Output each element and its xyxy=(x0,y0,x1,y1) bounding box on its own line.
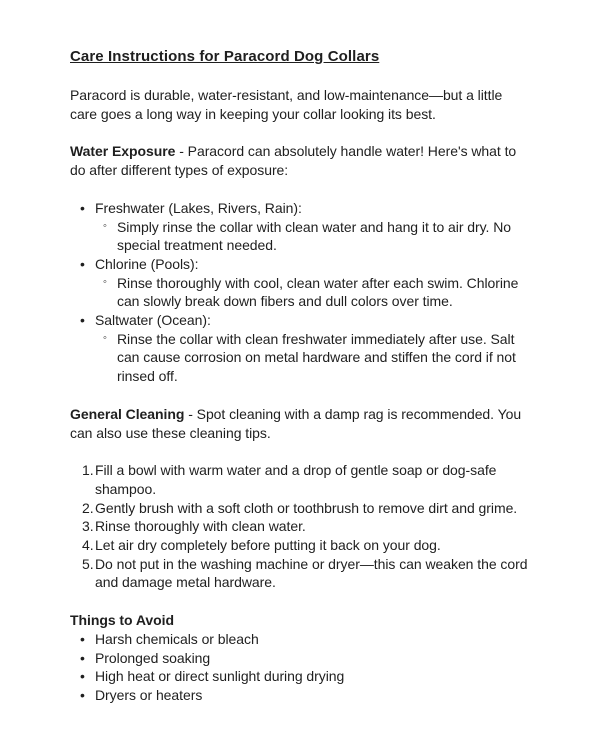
avoid-item xyxy=(80,686,532,705)
sublist xyxy=(95,218,532,255)
list-item-chlorine xyxy=(80,255,532,311)
water-exposure-paragraph xyxy=(70,142,532,179)
list-subitem-text: Rinse the collar with clean freshwater immediately after use. Salt can cause corrosion on metal hardware and stiffen the cord if not rinsed off. xyxy=(117,330,516,385)
bullet-icon: • xyxy=(80,686,85,703)
sub-bullet-icon: ◦ xyxy=(103,220,107,233)
list-item-label: Freshwater (Lakes, Rivers, Rain): xyxy=(95,199,302,216)
list-subitem xyxy=(103,274,532,311)
cleaning-steps-list xyxy=(70,461,532,592)
list-item-freshwater xyxy=(80,199,532,255)
sub-bullet-icon: ◦ xyxy=(103,332,107,345)
general-cleaning-text: - Spot cleaning with a damp rag is recommended. You can also use these cleaning tips. xyxy=(70,405,522,441)
bullet-icon: • xyxy=(80,668,85,685)
bullet-icon: • xyxy=(80,630,85,647)
things-to-avoid-list xyxy=(70,630,532,705)
step-item: Gently brush with a soft cloth or toothbrush to remove dirt and grime. xyxy=(95,499,518,516)
step-item: Rinse thoroughly with clean water. xyxy=(95,518,306,535)
avoid-item-text: Prolonged soaking xyxy=(95,649,211,666)
avoid-item-text: High heat or direct sunlight during drying xyxy=(95,668,345,685)
bullet-icon: • xyxy=(80,199,85,216)
step-item: Do not put in the washing machine or dryer—this can weaken the cord and damage metal hardware. xyxy=(95,555,528,591)
list-subitem-text: Rinse thoroughly with cool, clean water after each swim. Chlorine can slowly break down fibers and dull colors over time. xyxy=(117,274,519,310)
list-subitem xyxy=(103,218,532,255)
sublist xyxy=(95,274,532,311)
sub-bullet-icon: ◦ xyxy=(103,276,107,289)
step-item: Let air dry completely before putting it back on your dog. xyxy=(95,537,441,554)
avoid-item-text: Dryers or heaters xyxy=(95,686,203,703)
avoid-item xyxy=(80,630,532,649)
list-subitem-text: Simply rinse the collar with clean water and hang it to air dry. No special treatment needed. xyxy=(117,218,512,254)
things-to-avoid-heading: Things to Avoid xyxy=(70,612,174,629)
document-title: Care Instructions for Paracord Dog Collars xyxy=(70,48,380,65)
list-item-label: Saltwater (Ocean): xyxy=(95,312,211,329)
step-item: Fill a bowl with warm water and a drop of gentle soap or dog-safe shampoo. xyxy=(95,462,497,497)
bullet-icon: • xyxy=(80,255,85,272)
avoid-item xyxy=(80,649,532,668)
list-item-saltwater xyxy=(80,311,532,386)
water-exposure-heading: Water Exposure xyxy=(70,143,176,160)
sublist xyxy=(95,330,532,386)
bullet-icon: • xyxy=(80,312,85,329)
general-cleaning-paragraph xyxy=(70,405,532,442)
bullet-icon: • xyxy=(80,649,85,666)
list-subitem xyxy=(103,330,532,386)
intro-paragraph: Paracord is durable, water-resistant, and low-maintenance—but a little care goes a long way in keeping your collar looking its best. xyxy=(70,87,503,122)
avoid-item xyxy=(80,667,532,686)
general-cleaning-heading: General Cleaning xyxy=(70,405,185,422)
list-item-label: Chlorine (Pools): xyxy=(95,255,199,272)
water-exposure-list xyxy=(70,199,532,386)
water-exposure-text: - Paracord can absolutely handle water! Here's what to do after different types of exposure: xyxy=(70,143,517,179)
avoid-item-text: Harsh chemicals or bleach xyxy=(95,630,259,647)
